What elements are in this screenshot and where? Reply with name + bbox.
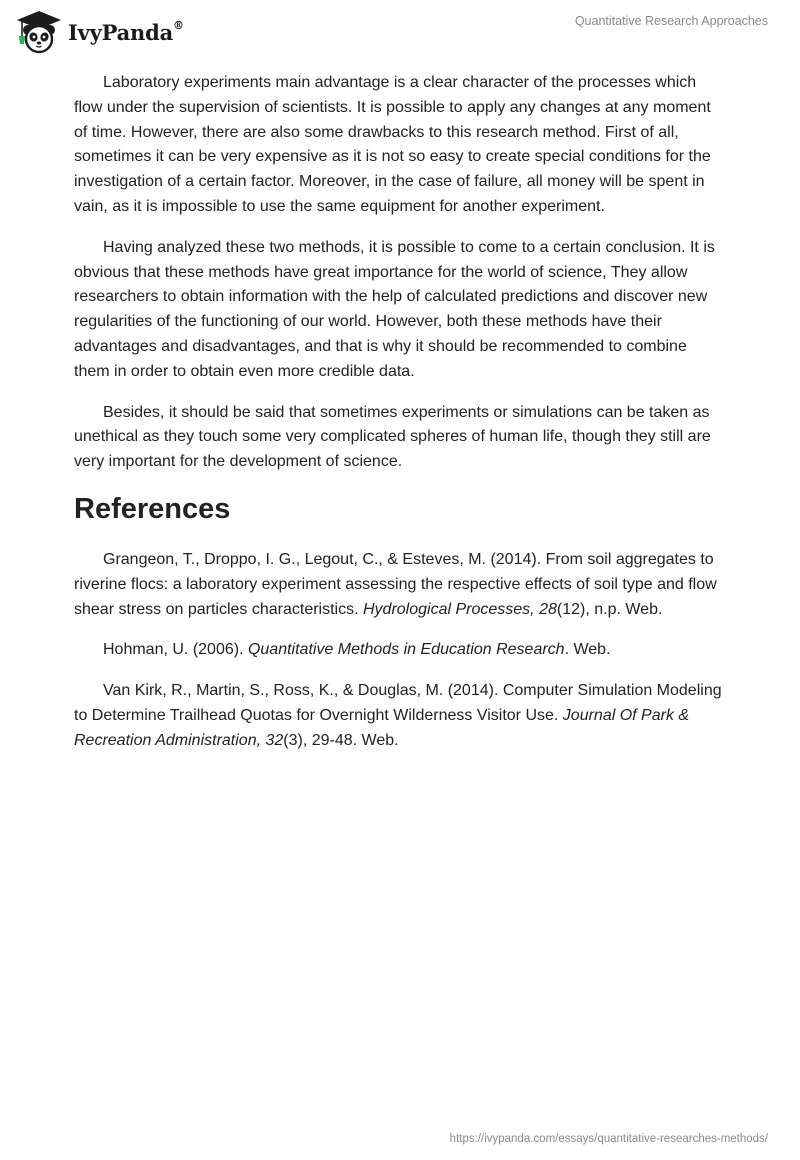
body-paragraph: Having analyzed these two methods, it is possible to come to a certain conclusion. It is obvious that these methods have great importance for the world of science, They allow researchers to obtain information with the help of calculated predictions and discover new regularities of the functioning of our world. However, both these methods have their advantages and disadvantages, and that is why it should be recommended to combine them in order to obtain even more credible data.: [74, 238, 715, 380]
essay-content: [74, 71, 726, 770]
references-heading: References: [74, 492, 231, 525]
reference-text: Hohman, U. (2006).: [103, 641, 248, 659]
reference-source: Hydrological Processes, 28: [363, 600, 557, 618]
reference-item: [74, 548, 726, 622]
reference-tail: . Web.: [564, 641, 611, 659]
reference-source: Quantitative Methods in Education Research: [247, 641, 565, 659]
document-title: Quantitative Research Approaches: [574, 14, 768, 28]
body-paragraph: Besides, it should be said that sometimes experiments or simulations can be taken as unethical as they touch some very complicated spheres of human life, though they still are very important for the development of science.: [74, 403, 711, 471]
brand-name: IvyPanda®: [68, 18, 184, 45]
reference-tail: (12), n.p. Web.: [556, 600, 663, 618]
reference-source: Journal Of Park & Recreation Administration, 32: [74, 706, 690, 749]
registered-mark: ®: [173, 18, 184, 32]
page-header: [0, 0, 800, 60]
body-paragraph: Laboratory experiments main advantage is a clear character of the processes which flow under the supervision of scientists. It is possible to apply any changes at any moment of time. However, there are also some drawbacks to this research method. First of all, sometimes it can be very expensive as it is not so easy to create special conditions for the investigation of a certain factor. Moreover, in the case of failure, all money will be spent in vain, as it is impossible to use the same equipment for another experiment.: [74, 74, 711, 215]
reference-text: Grangeon, T., Droppo, I. G., Legout, C., & Esteves, M. (2014). From soil aggregates to riverine flocs: a laboratory experiment assessing the respective effects of soil type and flow shear stress on particles characteristics.: [74, 550, 717, 618]
reference-text: Van Kirk, R., Martin, S., Ross, K., & Douglas, M. (2014). Computer Simulation Modeling to Determine Trailhead Quotas for Overnight Wilderness Visitor Use.: [74, 682, 722, 724]
panda-graduate-icon: [14, 8, 64, 54]
reference-item: [74, 638, 726, 663]
source-url-link[interactable]: https://ivypanda.com/essays/quantitative-researches-methods/: [449, 1133, 768, 1145]
reference-tail: (3), 29-48. Web.: [283, 731, 399, 749]
reference-item: [74, 679, 726, 753]
ivypanda-logo[interactable]: [14, 8, 184, 54]
